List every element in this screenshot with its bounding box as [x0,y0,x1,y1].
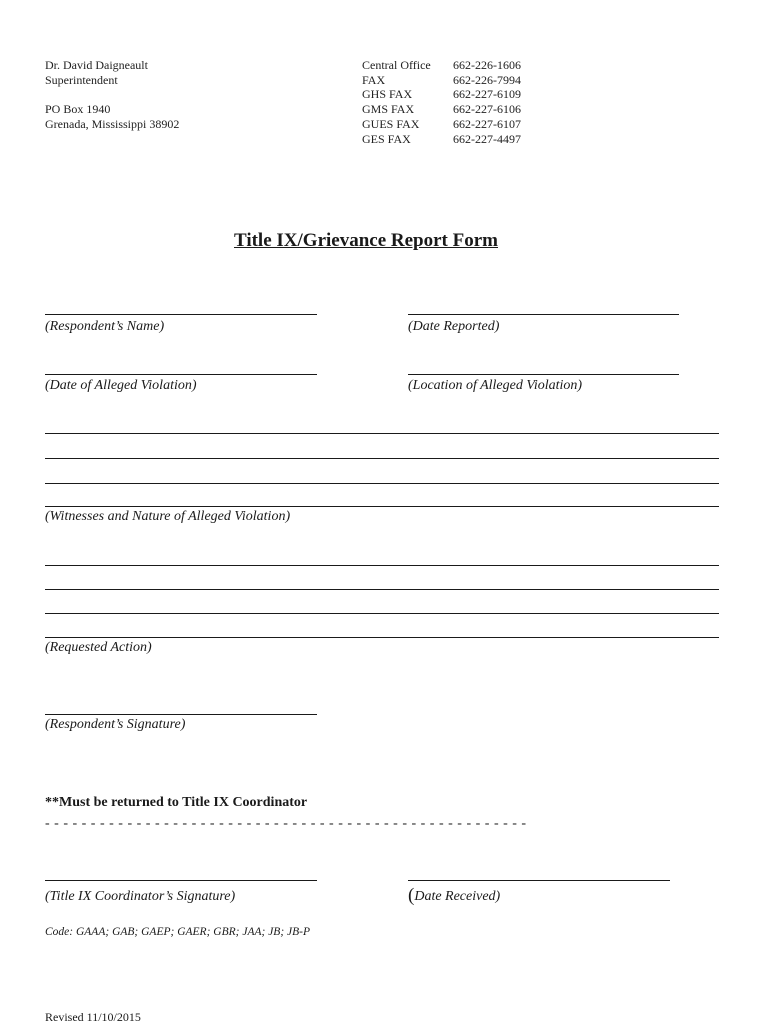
address-line-1: PO Box 1940 [45,102,111,117]
date-of-violation-field[interactable] [45,374,317,375]
respondent-signature-label: (Respondent’s Signature) [45,717,186,732]
date-received-label [408,886,500,905]
contact-number: 662-226-1606 [453,58,521,72]
contact-number: 662-226-7994 [453,72,521,87]
coordinator-signature-field[interactable] [45,880,317,881]
date-of-violation-label: (Date of Alleged Violation) [45,378,197,393]
letterhead-left [45,58,179,132]
witnesses-line[interactable] [45,458,719,459]
address-line-2: Grenada, Mississippi 38902 [45,116,180,131]
location-of-violation-label: (Location of Alleged Violation) [408,378,583,393]
contact-label: GES FAX [362,131,411,146]
contact-label: GUES FAX [362,116,420,131]
superintendent-title: Superintendent [45,72,118,87]
date-received-text: Date Received) [414,889,501,904]
requested-action-label: (Requested Action) [45,640,152,655]
coordinator-signature-label: (Title IX Coordinator’s Signature) [45,889,236,904]
requested-action-line[interactable] [45,613,719,614]
contact-label: GHS FAX [362,87,413,102]
contact-row [362,58,521,73]
contact-number: 662-227-6106 [453,102,521,117]
form-title: Title IX/Grievance Report Form [234,230,498,251]
contact-row [362,102,521,117]
date-received-field[interactable] [408,880,670,881]
respondent-signature-field[interactable] [45,714,317,715]
witnesses-line[interactable] [45,506,719,507]
date-reported-field[interactable] [408,314,679,315]
contact-row [362,132,521,147]
revised-date: Revised 11/10/2015 [45,1010,141,1024]
witnesses-label: (Witnesses and Nature of Alleged Violation) [45,509,291,524]
contact-row [362,87,521,102]
witnesses-line[interactable] [45,483,719,484]
contact-list [362,58,521,146]
date-received-paren: ( [408,885,415,906]
policy-codes: Code: GAAA; GAB; GAEP; GAER; GBR; JAA; JB; JB-P [45,926,311,938]
return-notice: **Must be returned to Title IX Coordinator [45,795,308,810]
contact-row [362,117,521,132]
witnesses-line[interactable] [45,433,719,434]
date-reported-label: (Date Reported) [408,319,500,334]
contact-label: Central Office [362,58,431,72]
location-of-violation-field[interactable] [408,374,679,375]
requested-action-line[interactable] [45,589,719,590]
contact-label: GMS FAX [362,102,415,117]
respondent-name-field[interactable] [45,314,317,315]
contact-label: FAX [362,72,386,87]
respondent-name-label: (Respondent’s Name) [45,319,165,334]
cut-line: - - - - - - - - - - - - - - - - - - - - - - - - - - - - - - - - - - - - - - - - - - - - - - - - - - - - - [45,816,527,831]
contact-number: 662-227-4497 [453,131,521,146]
requested-action-line[interactable] [45,637,719,638]
contact-number: 662-227-6107 [453,116,521,131]
contact-number: 662-227-6109 [453,87,521,102]
requested-action-line[interactable] [45,565,719,566]
contact-row [362,73,521,88]
superintendent-name: Dr. David Daigneault [45,58,148,72]
